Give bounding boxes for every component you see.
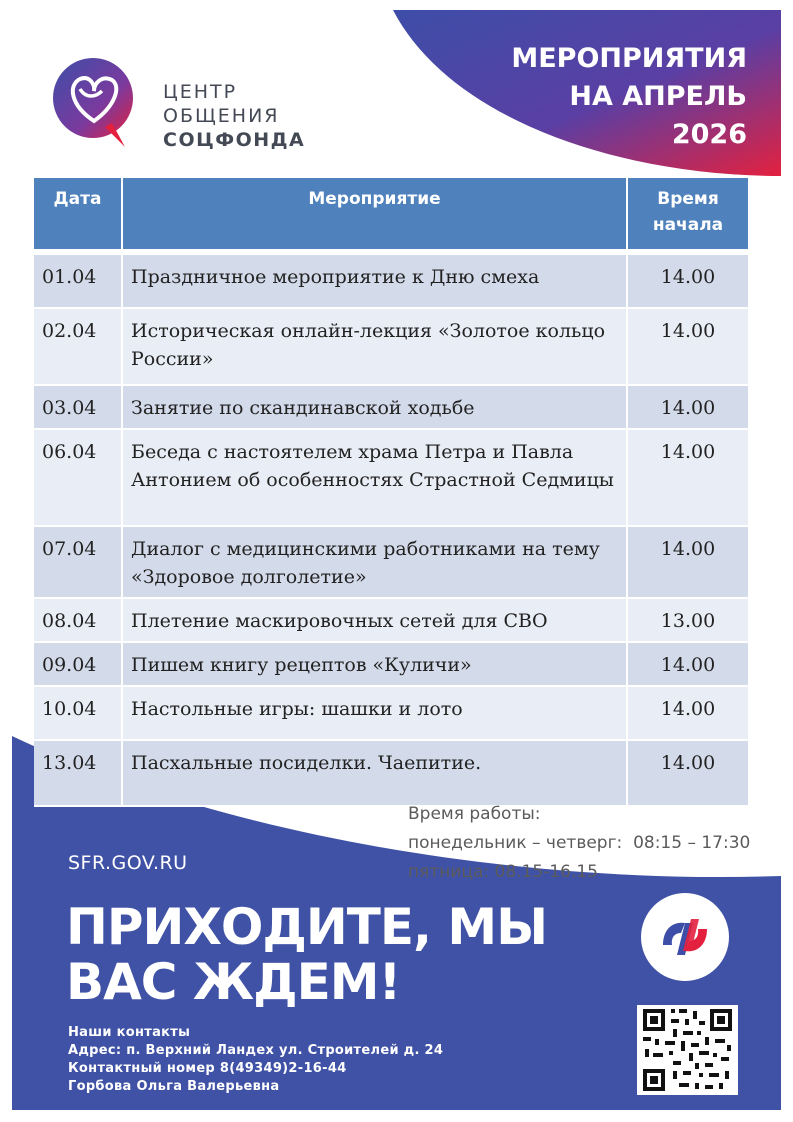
slogan-line1: ПРИХОДИТЕ, МЫ [66,898,547,956]
cell-event: Историческая онлайн-лекция «Золотое кольцо России» [122,308,627,385]
header-event: Мероприятие [122,178,627,249]
title-line3: 2026 [671,119,747,150]
title-line1: МЕРОПРИЯТИЯ [511,43,747,74]
header-time [627,178,748,249]
cell-time: 14.00 [627,740,748,806]
cell-time: 14.00 [627,308,748,385]
website-link[interactable]: SFR.GOV.RU [68,852,188,874]
cell-event: Плетение маскировочных сетей для СВО [122,598,627,642]
contacts-title: Наши контакты [68,1025,191,1040]
slogan [66,900,547,1010]
contacts [68,1024,443,1096]
cell-event: Пишем книгу рецептов «Куличи» [122,642,627,686]
table-row [34,429,748,526]
cell-date: 01.04 [34,254,122,308]
table-header-row [34,178,748,249]
header-time-line2: начала [652,215,724,235]
cell-event: Настольные игры: шашки и лото [122,686,627,740]
hours-weekdays: понедельник – четверг: 08:15 – 17:30 [408,833,751,853]
cell-event: Занятие по скандинавской ходьбе [122,385,627,429]
contacts-person: Горбова Ольга Валерьевна [68,1079,280,1094]
table-row [34,526,748,598]
cell-date: 10.04 [34,686,122,740]
cell-date: 13.04 [34,740,122,806]
cell-time: 14.00 [627,686,748,740]
org-name-line2: ОБЩЕНИЯ [163,105,280,127]
cell-date: 07.04 [34,526,122,598]
header-date: Дата [34,178,122,249]
table-row [34,740,748,806]
table-row [34,385,748,429]
cell-event: Диалог с медицинскими работниками на тему «Здоровое долголетие» [122,526,627,598]
table-row [34,686,748,740]
events-table [34,178,748,807]
cell-event: Праздничное мероприятие к Дню смеха [122,254,627,308]
sfr-logo-icon [641,893,729,981]
cell-time: 13.00 [627,598,748,642]
cell-date: 09.04 [34,642,122,686]
poster-title [511,40,747,154]
cell-time: 14.00 [627,526,748,598]
org-name [163,80,305,152]
contacts-phone: Контактный номер 8(49349)2-16-44 [68,1061,347,1076]
table-row [34,598,748,642]
table-row [34,642,748,686]
org-name-line3: СОЦФОНДА [163,129,306,151]
hours-friday: пятница: 08.15-16.15 [408,862,598,882]
cell-date: 08.04 [34,598,122,642]
heart-logo-icon [50,55,140,150]
org-name-line1: ЦЕНТР [163,81,238,103]
cell-time: 14.00 [627,254,748,308]
cell-event: Беседа с настоятелем храма Петра и Павла Антонием об особенностях Страстной Седмицы [122,429,627,526]
hours-title: Время работы: [408,804,541,824]
cell-date: 06.04 [34,429,122,526]
contacts-address: Адрес: п. Верхний Ландех ул. Строителей д. 24 [68,1043,444,1058]
slogan-line2: ВАС ЖДЕМ! [66,953,401,1011]
header-time-line1: Время [657,189,719,209]
cell-date: 03.04 [34,385,122,429]
cell-date: 02.04 [34,308,122,385]
table-row [34,308,748,385]
cell-event: Пасхальные посиделки. Чаепитие. [122,740,627,806]
cell-time: 14.00 [627,385,748,429]
cell-time: 14.00 [627,642,748,686]
table-row [34,254,748,308]
qr-code[interactable] [637,1005,738,1095]
working-hours [408,800,750,887]
cell-time: 14.00 [627,429,748,526]
title-line2: НА АПРЕЛЬ [569,81,747,112]
